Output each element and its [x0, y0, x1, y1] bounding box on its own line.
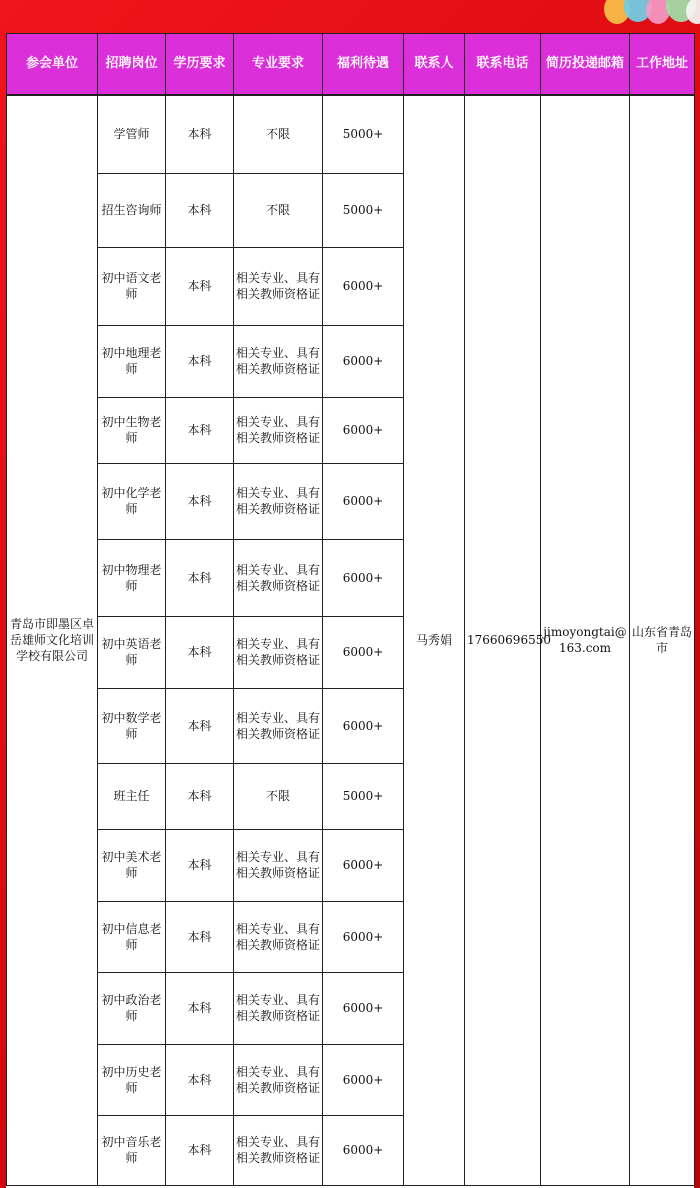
job-major: 不限 [234, 763, 323, 829]
contact-phone: 17660696550 [465, 95, 541, 1185]
balloon-decoration [590, 0, 700, 34]
job-position: 初中语文老师 [98, 247, 166, 325]
job-education: 本科 [166, 95, 234, 173]
job-education: 本科 [166, 1044, 234, 1115]
job-position: 初中数学老师 [98, 688, 166, 763]
recruitment-sheet [6, 33, 694, 1188]
header-row [7, 34, 695, 96]
job-salary: 6000+ [323, 972, 404, 1044]
job-salary: 5000+ [323, 763, 404, 829]
job-major: 相关专业、具有相关教师资格证 [234, 616, 323, 688]
job-education: 本科 [166, 1115, 234, 1185]
company-name: 青岛市即墨区卓岳雄师文化培训学校有限公司 [7, 95, 98, 1185]
header-major: 专业要求 [234, 34, 323, 96]
job-salary: 6000+ [323, 247, 404, 325]
job-major: 相关专业、具有相关教师资格证 [234, 688, 323, 763]
job-education: 本科 [166, 829, 234, 901]
job-position: 学管师 [98, 95, 166, 173]
job-position: 初中历史老师 [98, 1044, 166, 1115]
header-salary: 福利待遇 [323, 34, 404, 96]
job-major: 相关专业、具有相关教师资格证 [234, 463, 323, 539]
job-major: 不限 [234, 95, 323, 173]
job-position: 初中地理老师 [98, 325, 166, 397]
job-salary: 6000+ [323, 688, 404, 763]
job-major: 相关专业、具有相关教师资格证 [234, 1115, 323, 1185]
job-education: 本科 [166, 173, 234, 247]
header-company: 参会单位 [7, 34, 98, 96]
header-position: 招聘岗位 [98, 34, 166, 96]
job-position: 初中美术老师 [98, 829, 166, 901]
job-major: 相关专业、具有相关教师资格证 [234, 397, 323, 463]
job-major: 相关专业、具有相关教师资格证 [234, 539, 323, 616]
job-position: 初中音乐老师 [98, 1115, 166, 1185]
job-education: 本科 [166, 901, 234, 972]
job-salary: 6000+ [323, 325, 404, 397]
header-contact: 联系人 [404, 34, 465, 96]
header-email: 简历投递邮箱 [541, 34, 630, 96]
job-education: 本科 [166, 616, 234, 688]
job-salary: 5000+ [323, 95, 404, 173]
job-salary: 6000+ [323, 463, 404, 539]
job-major: 相关专业、具有相关教师资格证 [234, 1044, 323, 1115]
header-address: 工作地址 [630, 34, 695, 96]
contact-person: 马秀娟 [404, 95, 465, 1185]
job-major: 相关专业、具有相关教师资格证 [234, 325, 323, 397]
job-salary: 6000+ [323, 397, 404, 463]
job-education: 本科 [166, 539, 234, 616]
job-position: 初中生物老师 [98, 397, 166, 463]
job-education: 本科 [166, 463, 234, 539]
job-position: 初中政治老师 [98, 972, 166, 1044]
job-salary: 6000+ [323, 539, 404, 616]
job-major: 相关专业、具有相关教师资格证 [234, 972, 323, 1044]
job-position: 初中英语老师 [98, 616, 166, 688]
job-education: 本科 [166, 247, 234, 325]
job-position: 招生咨询师 [98, 173, 166, 247]
job-major: 相关专业、具有相关教师资格证 [234, 829, 323, 901]
work-address: 山东省青岛市 [630, 95, 695, 1185]
job-major: 不限 [234, 173, 323, 247]
job-position: 初中化学老师 [98, 463, 166, 539]
job-education: 本科 [166, 972, 234, 1044]
job-position: 初中信息老师 [98, 901, 166, 972]
job-major: 相关专业、具有相关教师资格证 [234, 901, 323, 972]
job-salary: 6000+ [323, 901, 404, 972]
recruitment-table [6, 33, 695, 1186]
job-education: 本科 [166, 397, 234, 463]
header-phone: 联系电话 [465, 34, 541, 96]
table-row [7, 95, 695, 173]
job-salary: 6000+ [323, 616, 404, 688]
job-position: 班主任 [98, 763, 166, 829]
job-education: 本科 [166, 325, 234, 397]
job-salary: 5000+ [323, 173, 404, 247]
header-education: 学历要求 [166, 34, 234, 96]
job-salary: 6000+ [323, 1044, 404, 1115]
resume-email: jimoyongtai@163.com [541, 95, 630, 1185]
balloon-icon [686, 0, 700, 24]
job-major: 相关专业、具有相关教师资格证 [234, 247, 323, 325]
job-education: 本科 [166, 763, 234, 829]
job-education: 本科 [166, 688, 234, 763]
job-position: 初中物理老师 [98, 539, 166, 616]
job-salary: 6000+ [323, 1115, 404, 1185]
job-salary: 6000+ [323, 829, 404, 901]
